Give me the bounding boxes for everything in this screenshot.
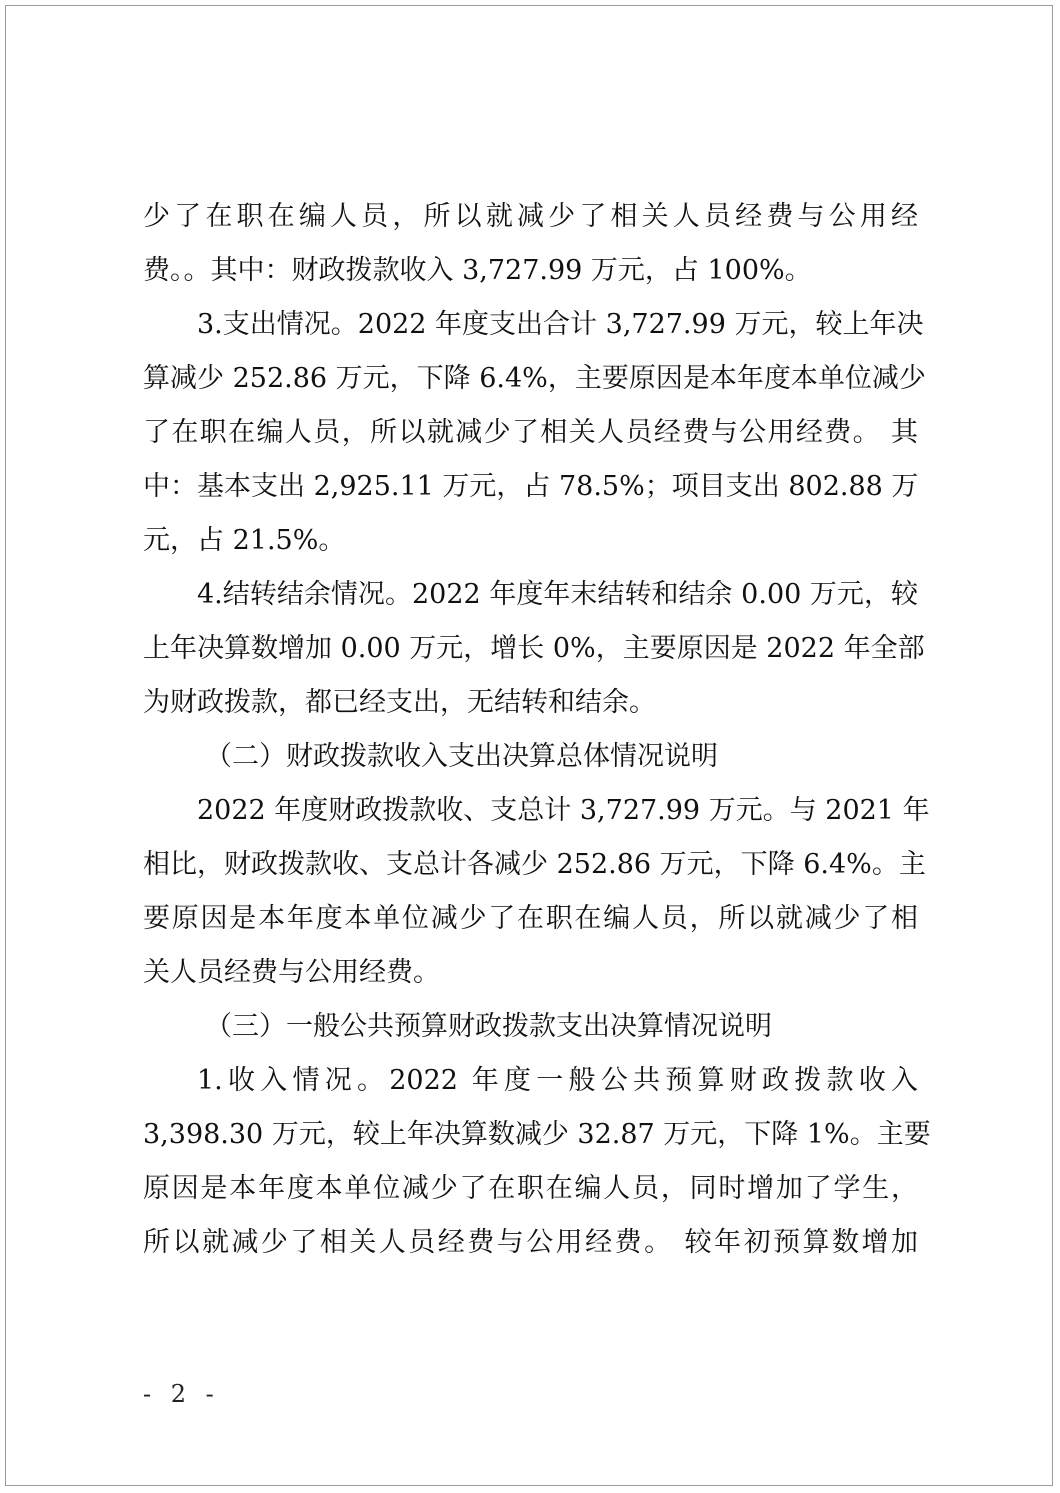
section-heading-3: （三）一般公共预算财政拨款支出决算情况说明 bbox=[205, 1011, 772, 1042]
text-line: 相比，财政拨款收、支总计各减少 252.86 万元，下降 6.4%。主 bbox=[143, 849, 926, 880]
page-number: - 2 - bbox=[143, 1380, 220, 1408]
document-body bbox=[143, 190, 931, 1270]
text-line: 所以就减少了相关人员经费与公用经费。 较年初预算数增加 bbox=[143, 1227, 918, 1258]
text-line: 要原因是本年度本单位减少了在职在编人员，所以就减少了相 bbox=[143, 903, 918, 934]
text-line: 为财政拨款，都已经支出，无结转和结余。 bbox=[143, 687, 656, 718]
paragraph-start-carryover: 4.结转结余情况。2022 年度年末结转和结余 0.00 万元，较 bbox=[197, 579, 918, 610]
text-line: 上年决算数增加 0.00 万元，增长 0%，主要原因是 2022 年全部 bbox=[143, 633, 925, 664]
text-line: 中：基本支出 2,925.11 万元，占 78.5%；项目支出 802.88 万 bbox=[143, 471, 919, 502]
text-line: 了在职在编人员，所以就减少了相关人员经费与公用经费。 其 bbox=[143, 417, 918, 448]
text-line: 元，占 21.5%。 bbox=[143, 525, 346, 556]
text-line: 费。。其中：财政拨款收入 3,727.99 万元，占 100%。 bbox=[143, 255, 812, 286]
text-line: 3,398.30 万元，较上年决算数减少 32.87 万元，下降 1%。主要 bbox=[143, 1119, 931, 1150]
paragraph-start-expenditure: 3.支出情况。2022 年度支出合计 3,727.99 万元，较上年决 bbox=[197, 309, 924, 340]
text-line: 关人员经费与公用经费。 bbox=[143, 957, 440, 988]
paragraph-start-fiscal-total: 2022 年度财政拨款收、支总计 3,727.99 万元。与 2021 年 bbox=[197, 795, 930, 826]
text-line: 少了在职在编人员，所以就减少了相关人员经费与公用经 bbox=[143, 201, 918, 232]
text-line: 原因是本年度本单位减少了在职在编人员，同时增加了学生， bbox=[143, 1173, 918, 1204]
text-line: 算减少 252.86 万元，下降 6.4%，主要原因是本年度本单位减少 bbox=[143, 363, 926, 394]
section-heading-2: （二）财政拨款收入支出决算总体情况说明 bbox=[205, 741, 718, 772]
paragraph-start-income: 1.收入情况。2022 年度一般公共预算财政拨款收入 bbox=[197, 1065, 918, 1096]
